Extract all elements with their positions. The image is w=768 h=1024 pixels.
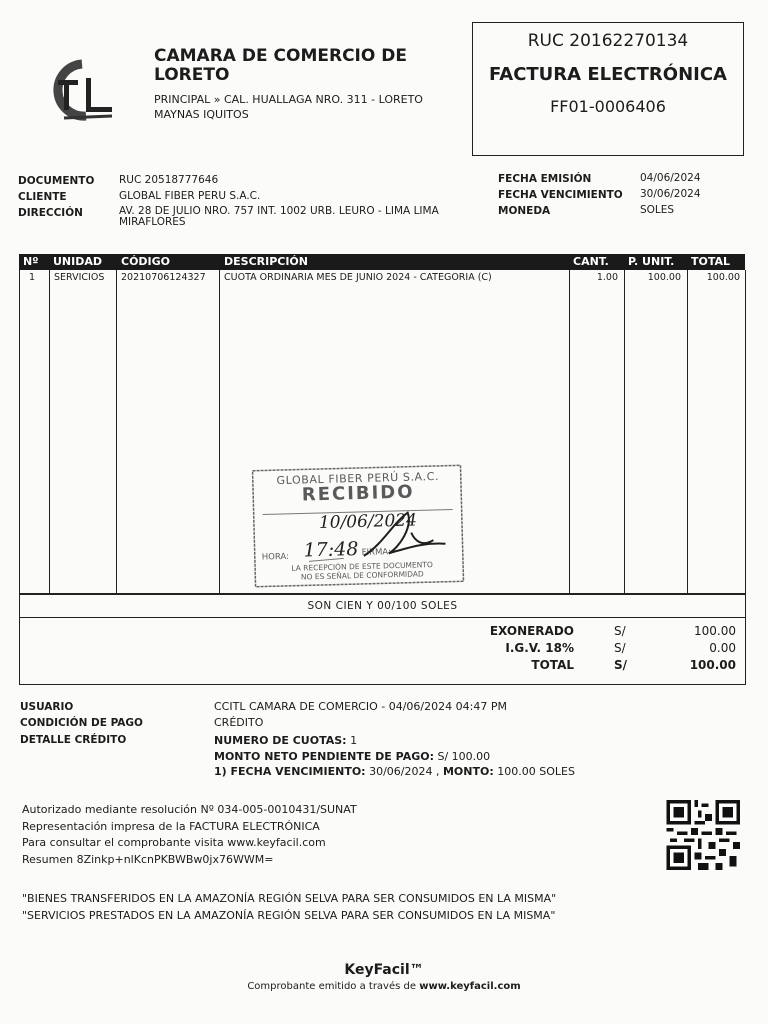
total-currency: S/ bbox=[614, 658, 628, 672]
document-type: FACTURA ELECTRÓNICA bbox=[489, 64, 727, 85]
usuario-label: USUARIO bbox=[20, 701, 74, 713]
company-address: PRINCIPAL » CAL. HUALLAGA NRO. 311 - LORETO MAYNAS IQUITOS bbox=[154, 93, 423, 121]
row-descripcion: CUOTA ORDINARIA MES DE JUNIO 2024 - CATEGORIA (C) bbox=[224, 272, 492, 283]
cuota-monto-label: MONTO: bbox=[442, 765, 494, 778]
stamp-company: GLOBAL FIBER PERÚ S.A.C. bbox=[276, 469, 440, 488]
stamp-note-1: LA RECEPCIÓN DE ESTE DOCUMENTO bbox=[291, 560, 433, 573]
totals-box bbox=[19, 617, 746, 685]
invoice-id-box bbox=[472, 22, 744, 156]
row-total: 100.00 bbox=[706, 272, 740, 283]
received-stamp bbox=[251, 459, 466, 591]
keyfacil-url[interactable]: www.keyfacil.com bbox=[419, 981, 521, 992]
keyfacil-brand: KeyFacil™ bbox=[344, 962, 424, 978]
keyfacil-caption bbox=[0, 981, 768, 992]
footer-legal bbox=[22, 802, 357, 868]
total-value: 100.00 bbox=[689, 658, 736, 672]
col-header-descripcion: DESCRIPCIÓN bbox=[224, 255, 308, 268]
row-punit: 100.00 bbox=[647, 272, 681, 283]
condicion-label: CONDICIÓN DE PAGO bbox=[20, 717, 143, 729]
detalle-credito-label: DETALLE CRÉDITO bbox=[20, 734, 127, 746]
col-header-codigo: CÓDIGO bbox=[121, 255, 171, 268]
condicion-value: CRÉDITO bbox=[214, 716, 264, 729]
moneda-value: SOLES bbox=[640, 204, 675, 216]
row-unidad: SERVICIOS bbox=[54, 272, 105, 283]
footer-line-2: Representación impresa de la FACTURA ELECTRÓNICA bbox=[22, 819, 320, 833]
cuotas-line bbox=[214, 734, 357, 747]
pendiente-line bbox=[214, 750, 490, 763]
documento-value: RUC 20518777646 bbox=[119, 174, 219, 186]
direccion-value: AV. 28 DE JULIO NRO. 757 INT. 1002 URB. LEURO - LIMA LIMA MIRAFLORES bbox=[119, 205, 439, 228]
stamp-hora-label: HORA: bbox=[261, 551, 290, 563]
documento-label: DOCUMENTO bbox=[18, 175, 95, 187]
company-logo-icon bbox=[42, 58, 116, 122]
stamp-title: RECIBIDO bbox=[301, 481, 415, 506]
signature-icon bbox=[352, 502, 454, 565]
col-header-n: Nº bbox=[23, 255, 39, 268]
footer-line-3: Para consultar el comprobante visita www.keyfacil.com bbox=[22, 836, 326, 849]
row-cant: 1.00 bbox=[596, 272, 618, 283]
col-header-punit: P. UNIT. bbox=[628, 255, 675, 268]
stamp-note-2: NO ES SEÑAL DE CONFORMIDAD bbox=[300, 569, 424, 582]
col-header-total: TOTAL bbox=[691, 255, 731, 268]
footer-line-1: Autorizado mediante resolución Nº 034-005-0010431/SUNAT bbox=[22, 803, 357, 816]
cuota-fecha-label: 1) FECHA VENCIMIENTO: bbox=[214, 765, 366, 778]
usuario-value: CCITL CAMARA DE COMERCIO - 04/06/2024 04:47 PM bbox=[214, 700, 507, 713]
col-header-unidad: UNIDAD bbox=[53, 255, 103, 268]
keyfacil-sub: Comprobante emitido a través de bbox=[247, 981, 417, 992]
amazonia-note-2: "SERVICIOS PRESTADOS EN LA AMAZONÍA REGIÓN SELVA PARA SER CONSUMIDOS EN LA MISMA" bbox=[22, 908, 556, 922]
amazonia-notes bbox=[22, 891, 556, 924]
fecha-emision-value: 04/06/2024 bbox=[640, 172, 701, 184]
col-header-cant: CANT. bbox=[573, 255, 609, 268]
cliente-value: GLOBAL FIBER PERU S.A.C. bbox=[119, 190, 261, 202]
row-codigo: 20210706124327 bbox=[121, 272, 206, 283]
stamp-firma-label: FIRMA: bbox=[361, 547, 392, 558]
fecha-vencimiento-value: 30/06/2024 bbox=[640, 188, 701, 200]
qr-code-icon bbox=[666, 800, 740, 870]
cuotas-label: NUMERO DE CUOTAS: bbox=[214, 734, 347, 747]
fecha-vencimiento-label: FECHA VENCIMIENTO bbox=[498, 189, 623, 201]
vencimiento-line bbox=[214, 765, 575, 778]
document-number: FF01-0006406 bbox=[550, 97, 666, 116]
stamp-hora: 17:48 bbox=[303, 538, 359, 562]
row-n: 1 bbox=[29, 272, 36, 283]
moneda-label: MONEDA bbox=[498, 205, 551, 217]
amazonia-note-1: "BIENES TRANSFERIDOS EN LA AMAZONÍA REGIÓN SELVA PARA SER CONSUMIDOS EN LA MISMA" bbox=[22, 892, 557, 905]
igv-currency: S/ bbox=[614, 641, 626, 655]
exonerado-currency: S/ bbox=[614, 624, 626, 638]
direccion-label: DIRECCIÓN bbox=[18, 207, 83, 219]
footer-line-4: Resumen 8Zinkp+nlKcnPKBWBw0jx76WWM= bbox=[22, 852, 274, 866]
igv-value: 0.00 bbox=[709, 641, 736, 655]
cliente-label: CLIENTE bbox=[18, 191, 67, 203]
exonerado-label: EXONERADO bbox=[489, 624, 574, 638]
cuota-fecha-value: 30/06/2024 , bbox=[369, 765, 440, 778]
cuota-monto-value: 100.00 SOLES bbox=[497, 765, 575, 778]
cuotas-value: 1 bbox=[350, 734, 358, 747]
pendiente-value: S/ 100.00 bbox=[437, 750, 491, 763]
issuer-ruc: RUC 20162270134 bbox=[527, 31, 689, 51]
exonerado-value: 100.00 bbox=[694, 624, 736, 638]
fecha-emision-label: FECHA EMISIÓN bbox=[498, 173, 592, 185]
pendiente-label: MONTO NETO PENDIENTE DE PAGO: bbox=[214, 750, 434, 763]
total-label: TOTAL bbox=[531, 658, 574, 672]
amount-in-words: SON CIEN Y 00/100 SOLES bbox=[19, 594, 746, 618]
stamp-date: 10/06/2024 bbox=[318, 510, 418, 534]
igv-label: I.G.V. 18% bbox=[505, 641, 574, 655]
items-table-header bbox=[19, 254, 745, 270]
company-name: CAMARA DE COMERCIO DE LORETO bbox=[154, 46, 407, 85]
